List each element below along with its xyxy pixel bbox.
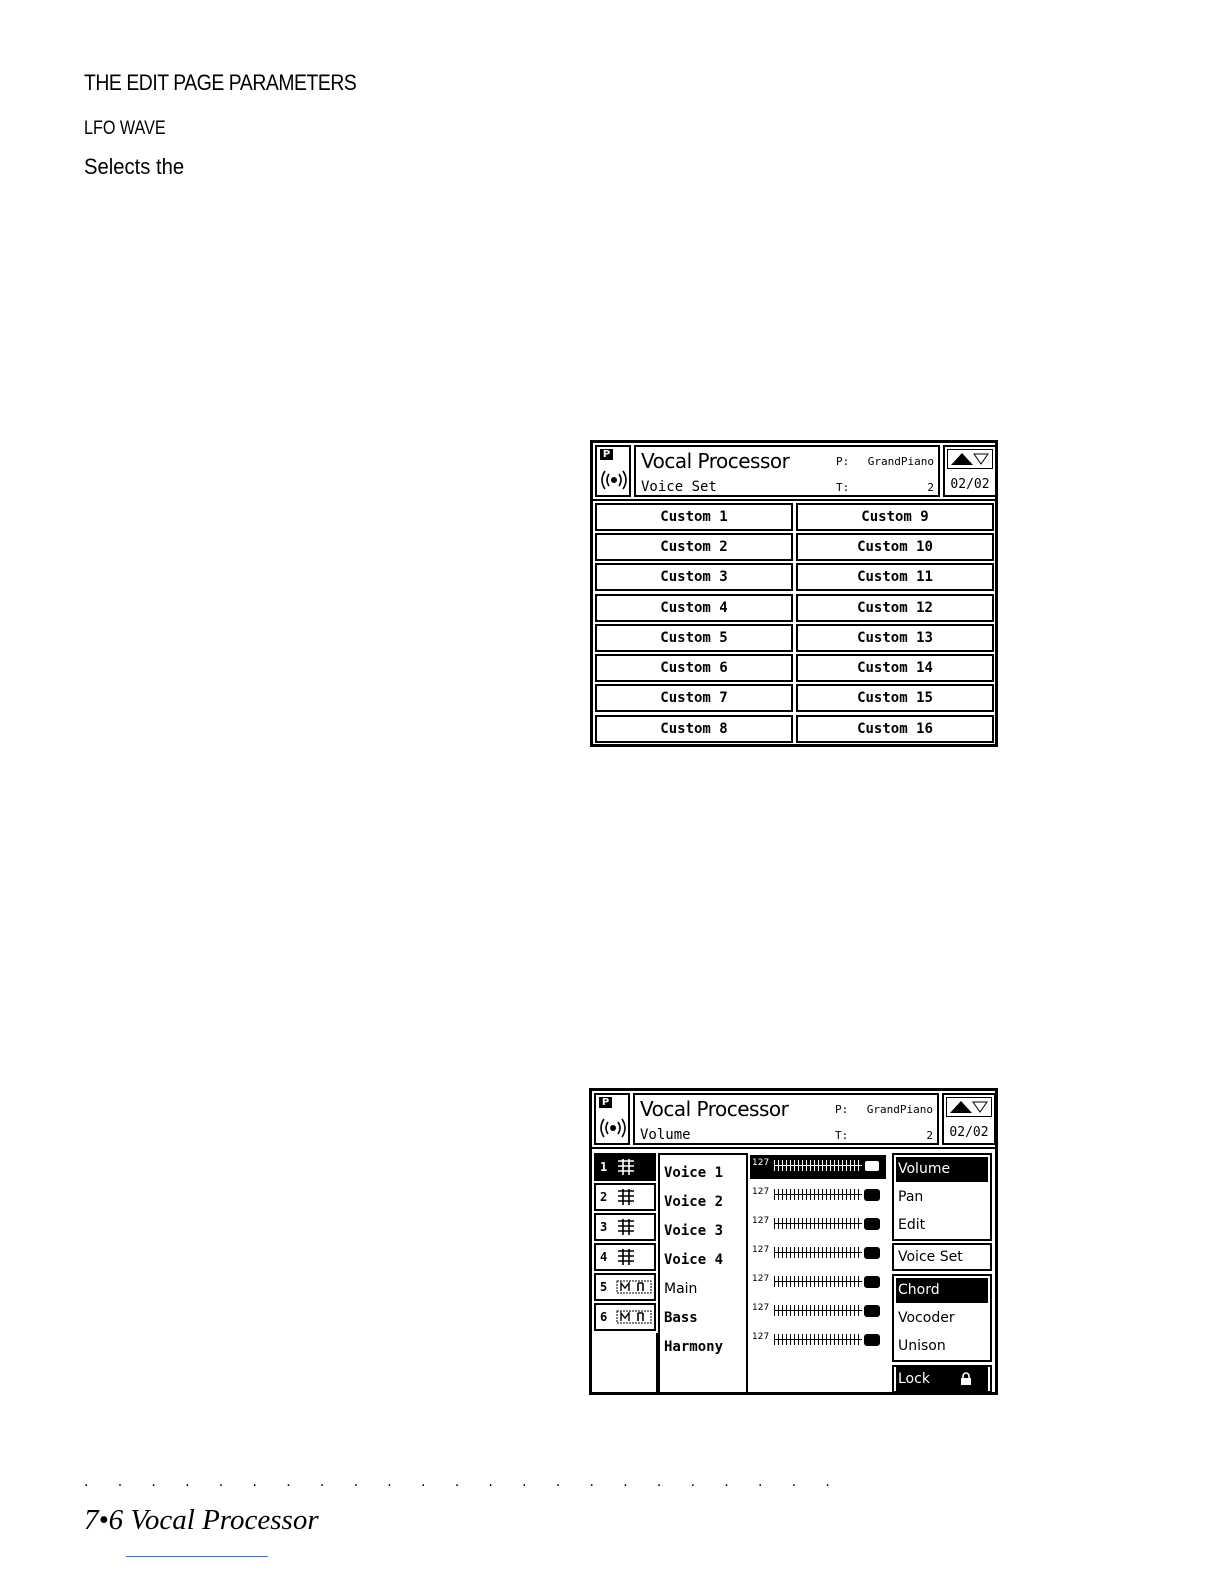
track-button[interactable] bbox=[594, 1243, 656, 1271]
menu-edit[interactable]: Edit bbox=[898, 1217, 926, 1233]
page-number: 02/02 bbox=[950, 477, 990, 492]
lock-label: Lock bbox=[898, 1371, 930, 1387]
page-nav-box[interactable] bbox=[942, 1093, 996, 1145]
parameter-heading: LFO WAVE bbox=[84, 118, 166, 139]
voice-staff-icon bbox=[616, 1158, 636, 1176]
voice-set-button[interactable] bbox=[892, 1243, 992, 1271]
custom-button[interactable]: Custom 15 bbox=[796, 684, 994, 712]
mode-chord[interactable]: Chord bbox=[896, 1278, 988, 1303]
slider-knob[interactable] bbox=[864, 1247, 880, 1259]
slider-scale bbox=[774, 1160, 862, 1171]
track-button[interactable] bbox=[594, 1273, 656, 1301]
mode-vocoder[interactable]: Vocoder bbox=[898, 1310, 955, 1326]
slider-scale bbox=[774, 1189, 862, 1200]
volume-slider[interactable] bbox=[750, 1242, 886, 1266]
mic-track-icon bbox=[616, 1278, 654, 1296]
header-divider bbox=[593, 499, 995, 501]
transpose-value: 2 bbox=[926, 1129, 933, 1142]
mode-menu bbox=[892, 1274, 992, 1362]
screen-title: Vocal Processor bbox=[641, 449, 790, 473]
volume-value: 127 bbox=[752, 1332, 770, 1342]
slider-knob[interactable] bbox=[864, 1305, 880, 1317]
slider-scale bbox=[774, 1276, 862, 1287]
voice-set-screen bbox=[590, 440, 998, 747]
custom-button[interactable]: Custom 9 bbox=[796, 503, 994, 531]
mic-track-icon bbox=[616, 1308, 654, 1326]
performance-label: P: bbox=[835, 1103, 849, 1116]
custom-button[interactable]: Custom 1 bbox=[595, 503, 793, 531]
track-button[interactable] bbox=[594, 1153, 656, 1181]
track-button[interactable] bbox=[594, 1183, 656, 1211]
volume-value: 127 bbox=[752, 1187, 770, 1197]
slider-scale bbox=[774, 1218, 862, 1229]
slider-scale bbox=[774, 1247, 862, 1258]
transpose-label: T: bbox=[835, 1129, 849, 1142]
transpose-label: T: bbox=[836, 481, 850, 494]
voice-staff-icon bbox=[616, 1248, 636, 1266]
panel-mode-box[interactable] bbox=[594, 1093, 630, 1145]
microphone-waves-icon bbox=[599, 467, 629, 493]
custom-button[interactable]: Custom 3 bbox=[595, 563, 793, 591]
custom-button[interactable]: Custom 8 bbox=[595, 715, 793, 743]
slider-knob[interactable] bbox=[864, 1276, 880, 1288]
slider-knob[interactable] bbox=[864, 1160, 880, 1172]
footer-underline bbox=[126, 1556, 268, 1557]
voice-staff-icon bbox=[616, 1218, 636, 1236]
volume-value: 127 bbox=[752, 1274, 770, 1284]
custom-button[interactable]: Custom 16 bbox=[796, 715, 994, 743]
transpose-value: 2 bbox=[927, 481, 934, 494]
voice-name: Voice 4 bbox=[664, 1252, 724, 1268]
custom-button[interactable]: Custom 10 bbox=[796, 533, 994, 561]
track-number: 2 bbox=[600, 1190, 608, 1204]
slider-knob[interactable] bbox=[864, 1189, 880, 1201]
slider-scale bbox=[774, 1334, 862, 1345]
lock-label-row bbox=[896, 1367, 988, 1392]
page-up-icon[interactable] bbox=[947, 449, 993, 469]
header-divider bbox=[592, 1147, 995, 1149]
slider-scale bbox=[774, 1305, 862, 1316]
voice-name: Main bbox=[664, 1281, 698, 1297]
track-number: 3 bbox=[600, 1220, 608, 1234]
page-up-icon[interactable] bbox=[946, 1097, 992, 1117]
voice-name: Harmony bbox=[664, 1339, 724, 1355]
voice-name: Voice 2 bbox=[664, 1194, 724, 1210]
screen-header bbox=[594, 1093, 993, 1147]
title-box bbox=[634, 445, 940, 497]
microphone-waves-icon bbox=[598, 1115, 628, 1141]
custom-button[interactable]: Custom 7 bbox=[595, 684, 793, 712]
screen-subtitle: Volume bbox=[640, 1127, 691, 1143]
custom-button[interactable]: Custom 2 bbox=[595, 533, 793, 561]
voice-name: Bass bbox=[664, 1310, 698, 1326]
track-button[interactable] bbox=[594, 1213, 656, 1241]
volume-slider[interactable] bbox=[750, 1329, 886, 1353]
custom-button[interactable]: Custom 12 bbox=[796, 594, 994, 622]
volume-slider[interactable] bbox=[750, 1271, 886, 1295]
custom-button[interactable]: Custom 4 bbox=[595, 594, 793, 622]
voice-names-column bbox=[658, 1153, 748, 1395]
volume-slider[interactable] bbox=[750, 1155, 886, 1179]
volume-slider[interactable] bbox=[750, 1213, 886, 1237]
custom-button[interactable]: Custom 5 bbox=[595, 624, 793, 652]
page-footer: 7•6 Vocal Processor bbox=[84, 1504, 319, 1536]
slider-knob[interactable] bbox=[864, 1334, 880, 1346]
padlock-icon bbox=[960, 1372, 972, 1386]
performance-label: P: bbox=[836, 455, 850, 468]
page-number: 02/02 bbox=[949, 1125, 989, 1140]
volume-screen bbox=[589, 1088, 998, 1395]
lock-button[interactable] bbox=[892, 1365, 992, 1393]
title-box bbox=[633, 1093, 939, 1145]
track-number: 4 bbox=[600, 1250, 608, 1264]
performance-value: GrandPiano bbox=[866, 1103, 933, 1116]
volume-slider[interactable] bbox=[750, 1184, 886, 1208]
screen-header bbox=[595, 445, 993, 499]
volume-value: 127 bbox=[752, 1158, 770, 1168]
voice-name: Voice 3 bbox=[664, 1223, 724, 1239]
slider-knob[interactable] bbox=[864, 1218, 880, 1230]
voice-set-label: Voice Set bbox=[898, 1249, 963, 1265]
track-number: 6 bbox=[600, 1310, 608, 1324]
p-mode-icon: P bbox=[600, 449, 613, 460]
custom-button[interactable]: Custom 13 bbox=[796, 624, 994, 652]
custom-button[interactable]: Custom 6 bbox=[595, 654, 793, 682]
footer-dotted-rule: · · · · · · · · · · · · · · · · · · · · · · · bbox=[84, 1478, 843, 1494]
section-heading: THE EDIT PAGE PARAMETERS bbox=[84, 70, 357, 95]
body-text: Selects the bbox=[84, 154, 185, 179]
page-nav-box[interactable] bbox=[943, 445, 997, 497]
track-number: 1 bbox=[600, 1160, 608, 1174]
screen-subtitle: Voice Set bbox=[641, 479, 717, 495]
p-mode-icon: P bbox=[599, 1097, 612, 1108]
track-button[interactable] bbox=[594, 1303, 656, 1331]
volume-value: 127 bbox=[752, 1216, 770, 1226]
voice-name: Voice 1 bbox=[664, 1165, 724, 1181]
screen-title: Vocal Processor bbox=[640, 1097, 789, 1121]
custom-button[interactable]: Custom 14 bbox=[796, 654, 994, 682]
volume-value: 127 bbox=[752, 1303, 770, 1313]
menu-pan[interactable]: Pan bbox=[898, 1189, 924, 1205]
panel-mode-box[interactable] bbox=[595, 445, 631, 497]
custom-button[interactable]: Custom 11 bbox=[796, 563, 994, 591]
menu-volume[interactable]: Volume bbox=[896, 1157, 988, 1182]
mode-unison[interactable]: Unison bbox=[898, 1338, 946, 1354]
voice-staff-icon bbox=[616, 1188, 636, 1206]
volume-slider[interactable] bbox=[750, 1300, 886, 1324]
volume-value: 127 bbox=[752, 1245, 770, 1255]
track-number: 5 bbox=[600, 1280, 608, 1294]
parameter-menu bbox=[892, 1153, 992, 1241]
performance-value: GrandPiano bbox=[867, 455, 934, 468]
